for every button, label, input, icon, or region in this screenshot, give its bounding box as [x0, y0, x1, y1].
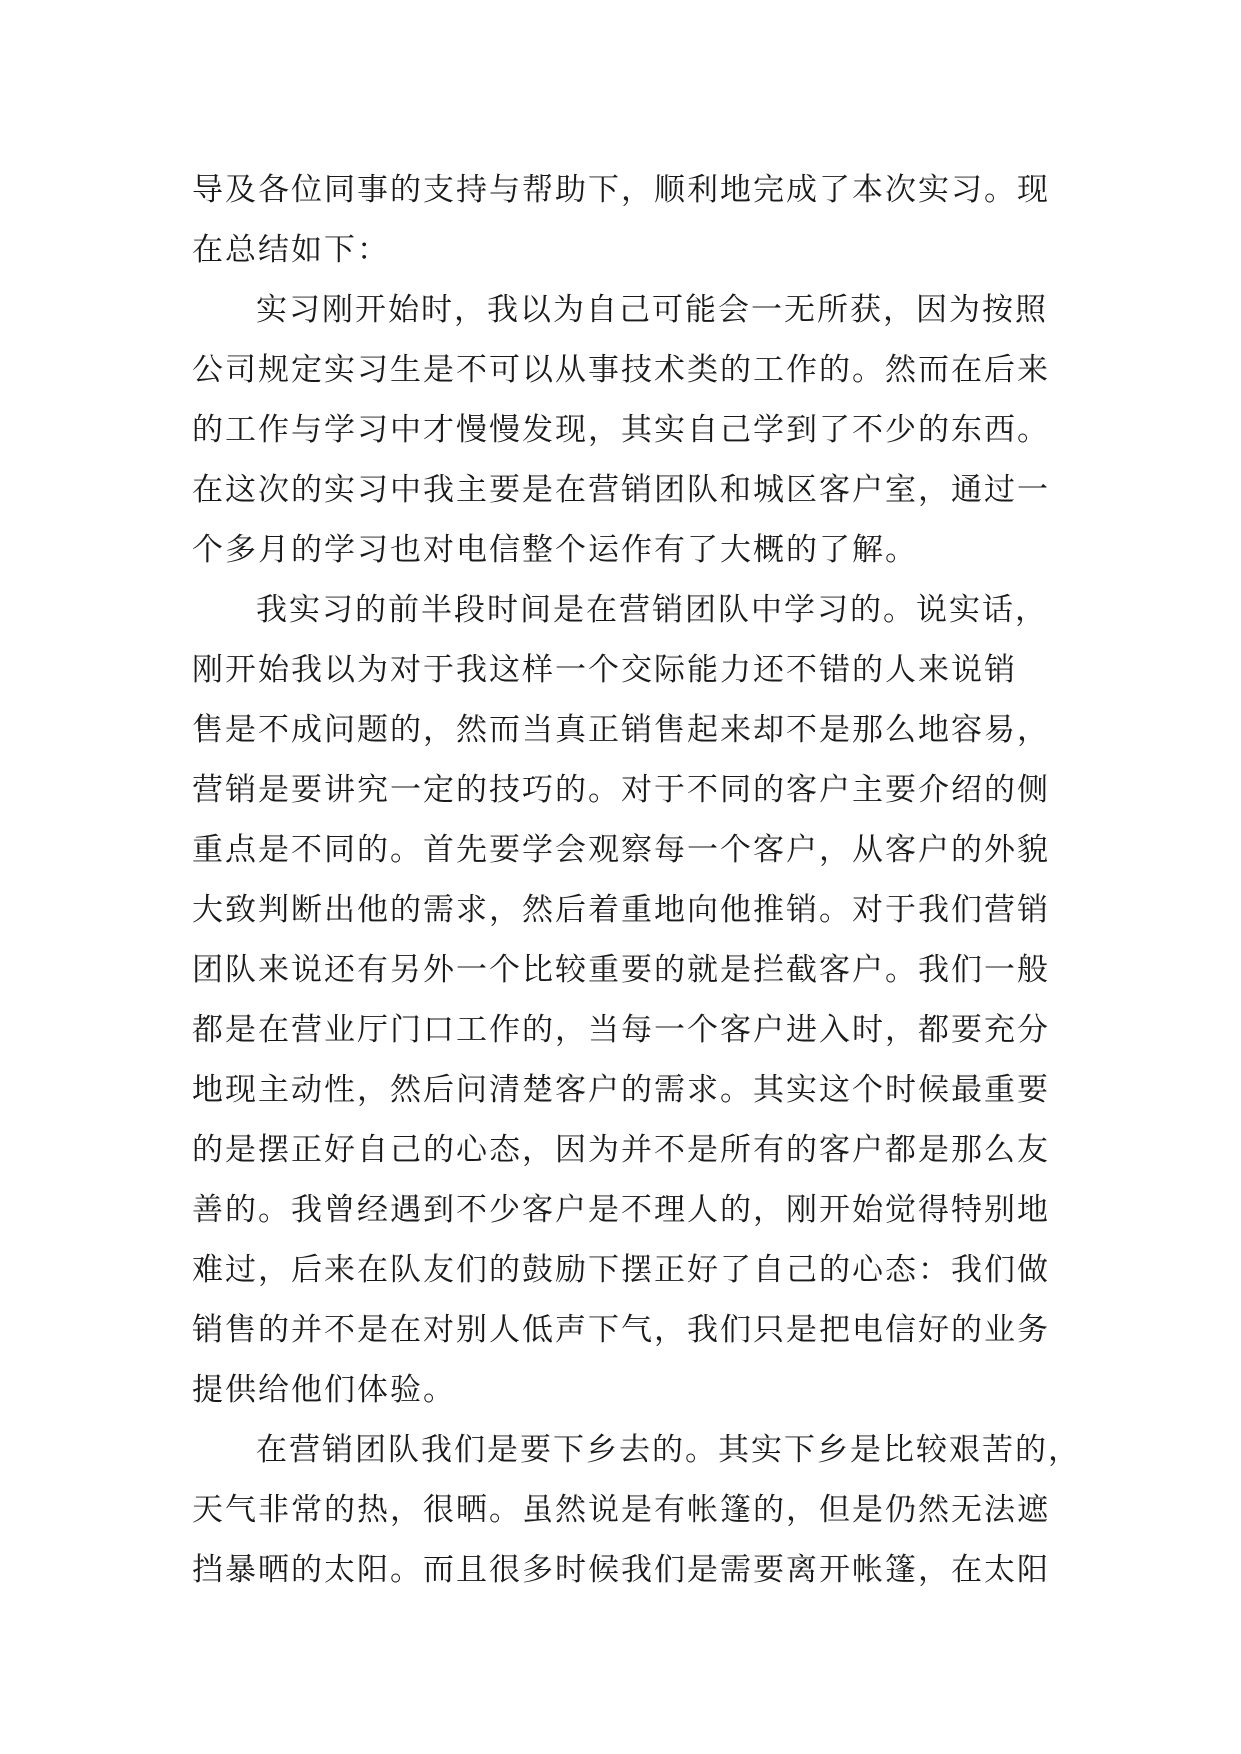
- text-line: 难过，后来在队友们的鼓励下摆正好了自己的心态：我们做: [192, 1252, 1050, 1288]
- text-line: 挡暴晒的太阳。而且很多时候我们是需要离开帐篷，在太阳: [192, 1552, 1050, 1588]
- document-body: [192, 160, 1081, 1600]
- text-line: 个多月的学习也对电信整个运作有了大概的了解。: [192, 532, 918, 568]
- text-line: 的是摆正好自己的心态，因为并不是所有的客户都是那么友: [192, 1132, 1050, 1168]
- text-line: 在总结如下：: [192, 232, 390, 268]
- paragraph-first-line: 在营销团队我们是要下乡去的。其实下乡是比较艰苦的，: [256, 1432, 1081, 1468]
- text-line: 在这次的实习中我主要是在营销团队和城区客户室，通过一: [192, 472, 1050, 508]
- text-line: 重点是不同的。首先要学会观察每一个客户，从客户的外貌: [192, 832, 1050, 868]
- text-line: 的工作与学习中才慢慢发现，其实自己学到了不少的东西。: [192, 412, 1050, 448]
- text-line: 大致判断出他的需求，然后着重地向他推销。对于我们营销: [192, 892, 1050, 928]
- text-line: 刚开始我以为对于我这样一个交际能力还不错的人来说销: [192, 652, 1017, 688]
- text-line: 天气非常的热，很晒。虽然说是有帐篷的，但是仍然无法遮: [192, 1492, 1050, 1528]
- text-line: 销售的并不是在对别人低声下气，我们只是把电信好的业务: [192, 1312, 1050, 1348]
- paragraph-first-line: 我实习的前半段时间是在营销团队中学习的。说实话，: [256, 592, 1048, 628]
- text-line: 营销是要讲究一定的技巧的。对于不同的客户主要介绍的侧: [192, 772, 1050, 808]
- text-line: 团队来说还有另外一个比较重要的就是拦截客户。我们一般: [192, 952, 1050, 988]
- text-line: 导及各位同事的支持与帮助下，顺利地完成了本次实习。现: [192, 172, 1050, 208]
- text-line: 公司规定实习生是不可以从事技术类的工作的。然而在后来: [192, 352, 1050, 388]
- text-line: 都是在营业厅门口工作的，当每一个客户进入时，都要充分: [192, 1012, 1050, 1048]
- paragraph-first-line: 实习刚开始时，我以为自己可能会一无所获，因为按照: [256, 292, 1048, 328]
- text-line: 售是不成问题的，然而当真正销售起来却不是那么地容易，: [192, 712, 1050, 748]
- text-line: 提供给他们体验。: [192, 1372, 456, 1408]
- text-line: 地现主动性，然后问清楚客户的需求。其实这个时候最重要: [192, 1072, 1050, 1108]
- text-line: 善的。我曾经遇到不少客户是不理人的，刚开始觉得特别地: [192, 1192, 1050, 1228]
